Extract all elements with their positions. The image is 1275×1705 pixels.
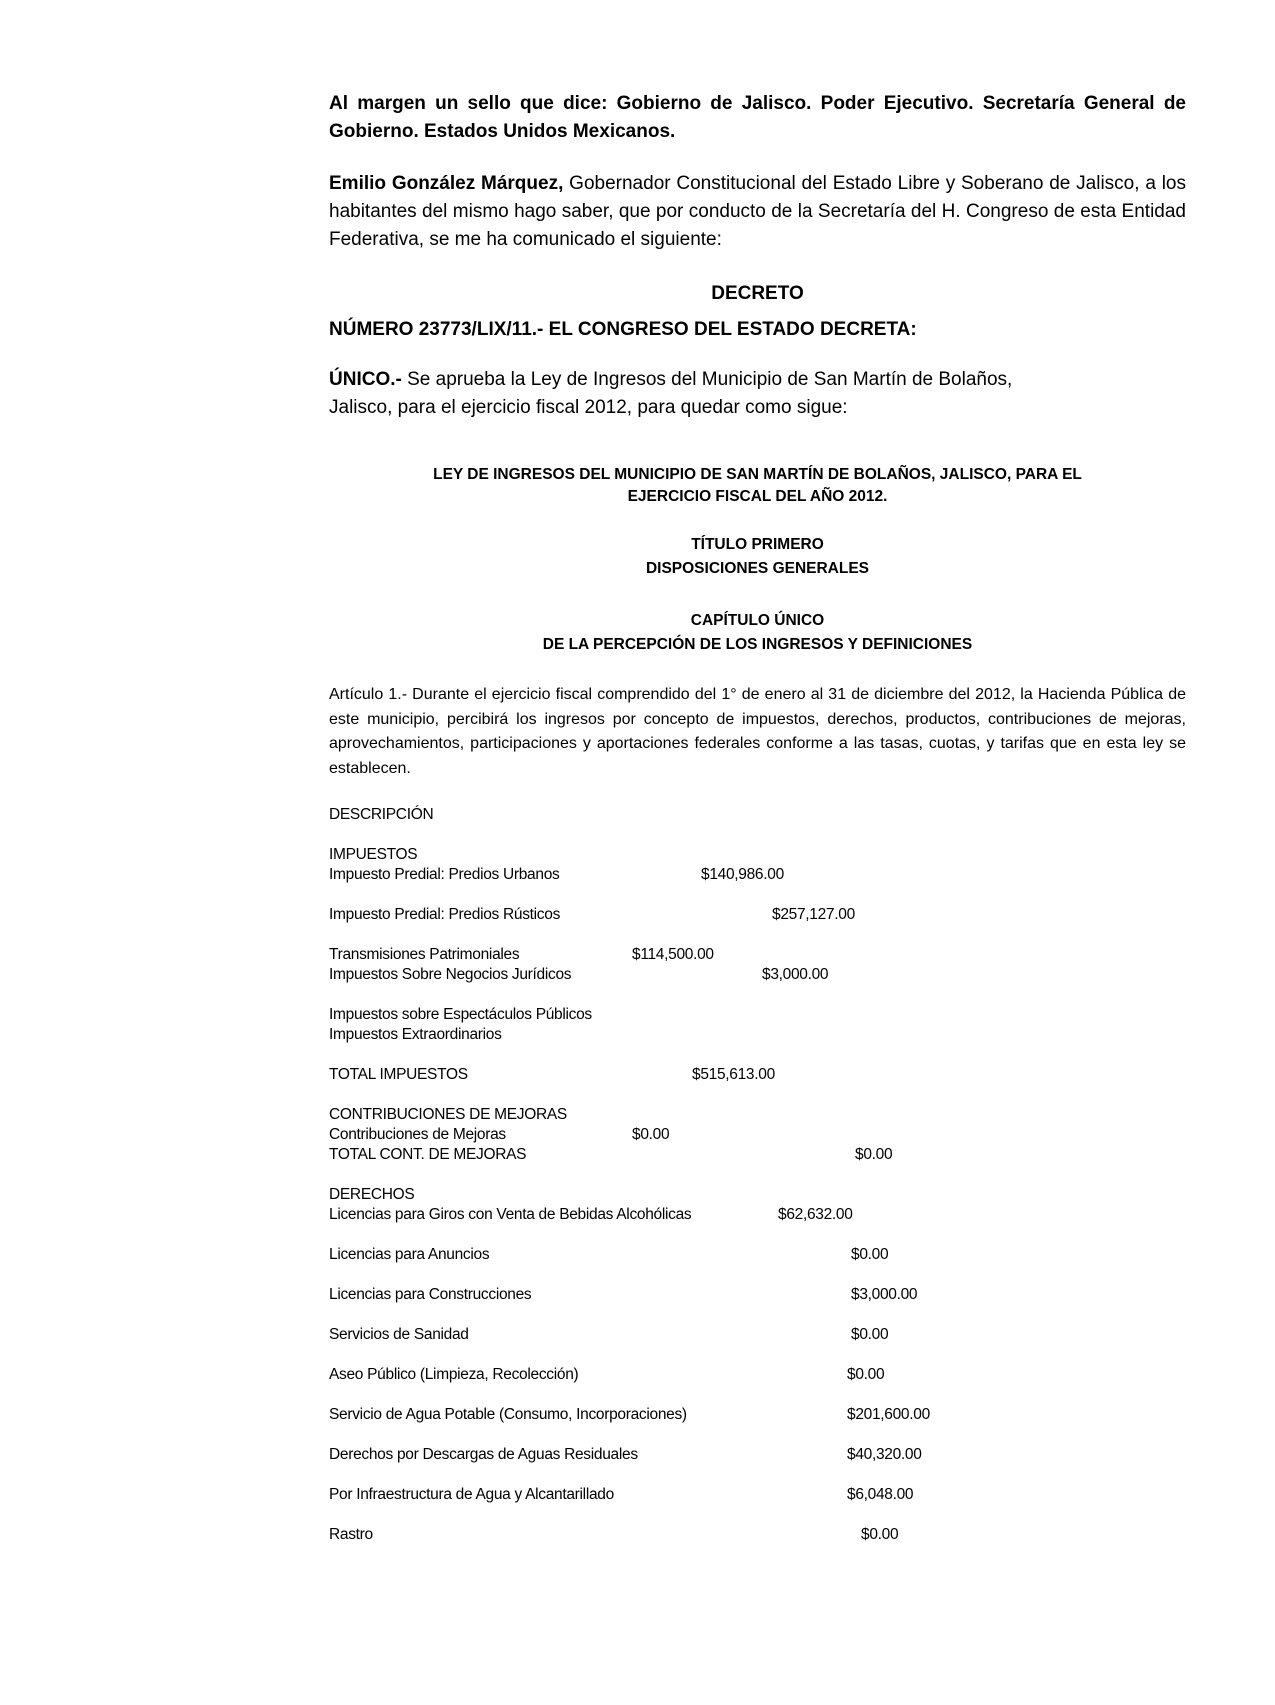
table-row-label: Servicio de Agua Potable (Consumo, Incorporaciones) — [329, 1406, 687, 1423]
table-row-label: Impuestos Extraordinarios — [329, 1026, 502, 1043]
seal-notice: Al margen un sello que dice: Gobierno de Jalisco. Poder Ejecutivo. Secretaría General de Gobierno. Estados Unidos Mexicanos. — [329, 93, 1186, 142]
decree-title: DECRETO — [711, 283, 804, 304]
table-row-label: Licencias para Construcciones — [329, 1286, 532, 1303]
governor-text: Gobernador Constitucional del Estado Libre y Soberano de Jalisco, a los habitantes del mismo hago saber, que por conducto de la Secretaría del H. Congreso de esta Entidad Federativa, se me ha comunicado el siguiente: — [329, 173, 1186, 250]
table-row-amount: $0.00 — [851, 1246, 889, 1263]
table-row-amount: $0.00 — [855, 1146, 893, 1163]
table-row-amount: $3,000.00 — [762, 966, 829, 983]
titulo-heading: TÍTULO PRIMERO — [691, 536, 824, 553]
table-row-amount: $0.00 — [847, 1366, 885, 1383]
table-row-label: Rastro — [329, 1526, 373, 1543]
table-row-label: Impuesto Predial: Predios Rústicos — [329, 906, 561, 923]
decree-number: NÚMERO 23773/LIX/11.- EL CONGRESO DEL ESTADO DECRETA: — [329, 319, 917, 340]
table-row-amount: $201,600.00 — [847, 1406, 930, 1423]
table-row-amount: $140,986.00 — [701, 866, 784, 883]
unico-line-1 — [329, 366, 1012, 394]
table-row-label: Impuesto Predial: Predios Urbanos — [329, 866, 560, 883]
table-row-amount: $0.00 — [632, 1126, 670, 1143]
table-row-amount: $62,632.00 — [778, 1206, 853, 1223]
governor-name: Emilio González Márquez, — [329, 173, 564, 194]
table-row-amount: $257,127.00 — [772, 906, 855, 923]
table-row-amount: $0.00 — [861, 1526, 899, 1543]
unico-line-2: Jalisco, para el ejercicio fiscal 2012, para quedar como sigue: — [329, 397, 848, 418]
table-row-label: Licencias para Anuncios — [329, 1246, 490, 1263]
table-row-label: Aseo Público (Limpieza, Recolección) — [329, 1366, 579, 1383]
unico-text-1: Se aprueba la Ley de Ingresos del Municipio de San Martín de Bolaños, — [401, 369, 1013, 390]
table-row-label: Impuestos Sobre Negocios Jurídicos — [329, 966, 572, 983]
table-row-label: Impuestos sobre Espectáculos Públicos — [329, 1006, 592, 1023]
table-row-label: Derechos por Descargas de Aguas Residuales — [329, 1446, 638, 1463]
table-row-label: Licencias para Giros con Venta de Bebidas Alcohólicas — [329, 1206, 692, 1223]
table-row-label: TOTAL IMPUESTOS — [329, 1066, 468, 1083]
table-row-label: Por Infraestructura de Agua y Alcantarillado — [329, 1486, 614, 1503]
law-title-line-1: LEY DE INGRESOS DEL MUNICIPIO DE SAN MARTÍN DE BOLAÑOS, JALISCO, PARA EL — [433, 466, 1082, 483]
table-header: DESCRIPCIÓN — [329, 806, 434, 823]
table-row-label: TOTAL CONT. DE MEJORAS — [329, 1146, 527, 1163]
table-row-label: IMPUESTOS — [329, 846, 418, 863]
table-row-label: Transmisiones Patrimoniales — [329, 946, 520, 963]
unico-label: ÚNICO.- — [329, 369, 402, 390]
table-row-amount: $6,048.00 — [847, 1486, 914, 1503]
titulo-subheading: DISPOSICIONES GENERALES — [645, 560, 870, 577]
table-row-label: Servicios de Sanidad — [329, 1326, 469, 1343]
article-1: Artículo 1.- Durante el ejercicio fiscal comprendido del 1° de enero al 31 de diciembre del 2012, la Hacienda Pública de este municipio, percibirá los ingresos por concepto de impuestos, derechos, productos, contribuciones de mejoras, aprovechamientos, participaciones y aportaciones federales conforme a las tasas, cuotas, y tarifas que en esta ley se establecen. — [329, 686, 1186, 777]
table-row-amount: $40,320.00 — [847, 1446, 922, 1463]
capitulo-subheading: DE LA PERCEPCIÓN DE LOS INGRESOS Y DEFINICIONES — [542, 636, 973, 653]
table-row-amount: $3,000.00 — [851, 1286, 918, 1303]
governor-paragraph — [329, 170, 1186, 254]
capitulo-heading: CAPÍTULO ÚNICO — [690, 612, 825, 629]
table-row-amount: $515,613.00 — [692, 1066, 775, 1083]
table-row-label: Contribuciones de Mejoras — [329, 1126, 506, 1143]
law-title-line-2: EJERCICIO FISCAL DEL AÑO 2012. — [627, 488, 888, 505]
table-row-label: CONTRIBUCIONES DE MEJORAS — [329, 1106, 567, 1123]
table-row-label: DERECHOS — [329, 1186, 415, 1203]
table-row-amount: $114,500.00 — [632, 946, 714, 963]
table-row-amount: $0.00 — [851, 1326, 889, 1343]
